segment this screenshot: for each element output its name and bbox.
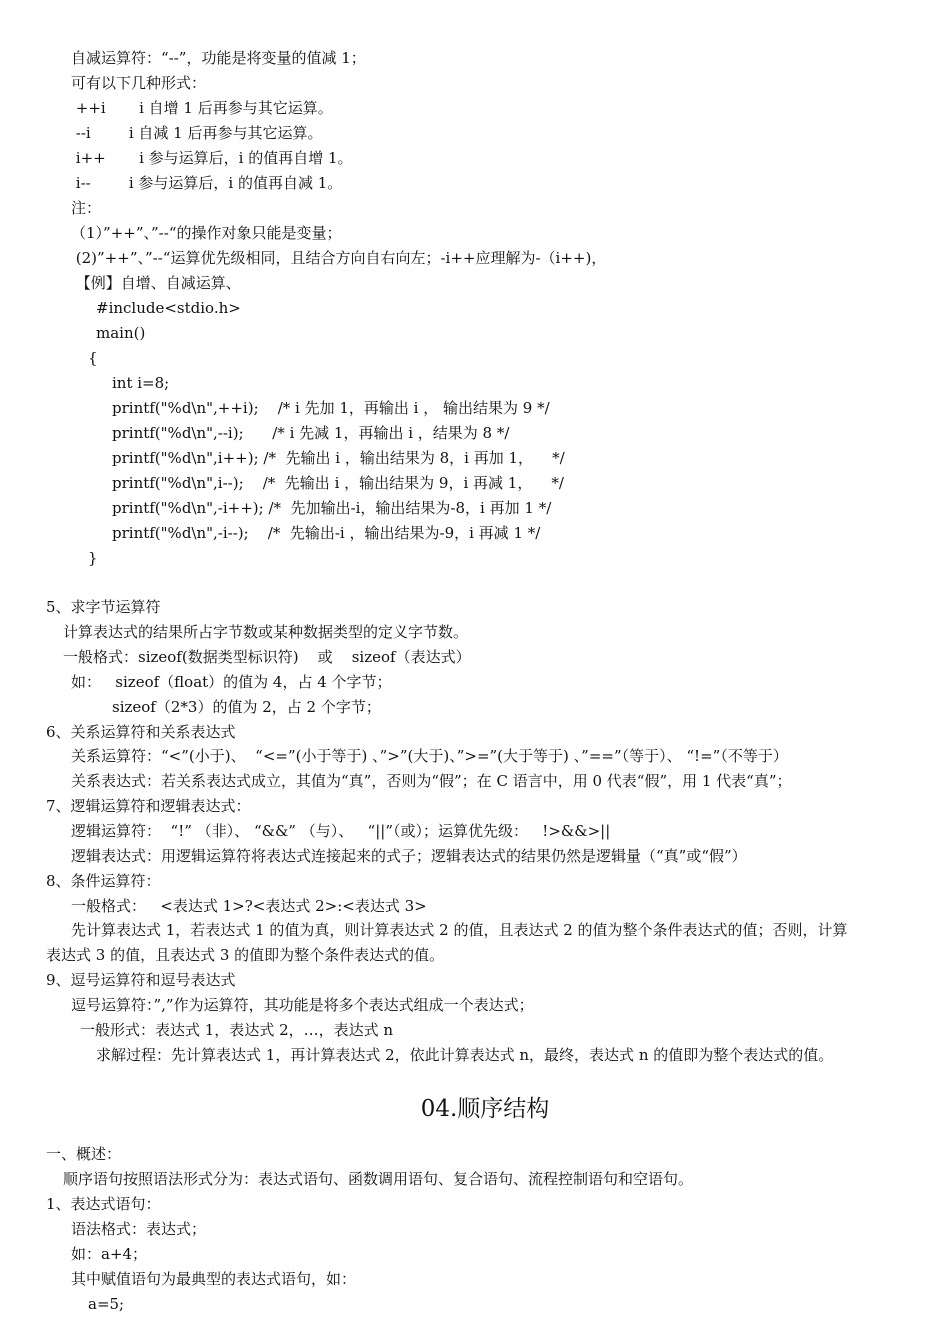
code-line: printf("%d\n",++i); /* i 先加 1，再输出 i ， 输出结果为 9 */ bbox=[112, 399, 550, 417]
section-heading: 8、条件运算符： bbox=[46, 872, 161, 890]
section-heading: 9、逗号运算符和逗号表达式 bbox=[46, 971, 236, 989]
text-line: （1）”++”、”--“的操作对象只能是变量； bbox=[71, 224, 342, 242]
code-line: int i=8; bbox=[112, 374, 170, 392]
code-line: printf("%d\n",i--); /* 先输出 i ，输出结果为 9，i 再减 1， */ bbox=[112, 474, 564, 492]
text-line: 一般格式： <表达式 1>?<表达式 2>:<表达式 3> bbox=[71, 897, 427, 915]
text-line: (2)”++”、”--“运算优先级相同，且结合方向自右向左；-i++应理解为-（i++)， bbox=[71, 249, 607, 267]
text-line: 关系运算符：“<”(小于)、 “<=”(小于等于) 、”>”(大于)、”>=”(大于等于) 、”==”（等于）、 “!=”（不等于） bbox=[71, 747, 788, 765]
text-line: sizeof（2*3）的值为 2，占 2 个字节； bbox=[112, 698, 381, 716]
text-line: 表达式 3 的值，且表达式 3 的值即为整个条件表达式的值。 bbox=[46, 946, 445, 964]
section-heading: 5、求字节运算符 bbox=[46, 598, 161, 616]
code-line: printf("%d\n",i++); /* 先输出 i ，输出结果为 8，i 再加 1， */ bbox=[112, 449, 565, 467]
text-line: 顺序语句按照语法形式分为：表达式语句、函数调用语句、复合语句、流程控制语句和空语句。 bbox=[63, 1170, 694, 1188]
code-line: } bbox=[88, 549, 98, 567]
text-line: 计算表达式的结果所占字节数或某种数据类型的定义字节数。 bbox=[63, 623, 469, 641]
text-line: 逗号运算符：”,”作为运算符，其功能是将多个表达式组成一个表达式； bbox=[71, 996, 534, 1014]
text-line: 一般格式：sizeof(数据类型标识符) 或 sizeof（表达式） bbox=[63, 648, 471, 666]
text-line: 注： bbox=[71, 199, 102, 217]
text-line: 一般形式：表达式 1，表达式 2，…，表达式 n bbox=[80, 1021, 394, 1039]
text-line: --i i 自减 1 后再参与其它运算。 bbox=[71, 124, 323, 142]
text-line: i++ i 参与运算后，i 的值再自增 1。 bbox=[71, 149, 353, 167]
text-line: 关系表达式：若关系表达式成立，其值为“真”，否则为“假”；在 C 语言中，用 0 代表“假”，用 1 代表“真”； bbox=[71, 772, 792, 790]
text-line: 其中赋值语句为最典型的表达式语句，如： bbox=[71, 1270, 357, 1288]
code-line: { bbox=[88, 349, 98, 367]
section-heading: 1、表达式语句： bbox=[46, 1195, 161, 1213]
code-line: printf("%d\n",-i--); /* 先输出-i ，输出结果为-9，i 再减 1 */ bbox=[112, 524, 541, 542]
text-line: 可有以下几种形式： bbox=[71, 74, 207, 92]
section-heading: 一、概述： bbox=[46, 1145, 122, 1163]
text-line: ++i i 自增 1 后再参与其它运算。 bbox=[71, 99, 333, 117]
section-heading: 7、逻辑运算符和逻辑表达式： bbox=[46, 797, 251, 815]
code-line: main() bbox=[96, 324, 146, 342]
chapter-title: 04.顺序结构 bbox=[420, 1096, 550, 1122]
text-line: 逻辑运算符： “!” （非）、 “&&” （与）、 “||”（或）；运算优先级： !>&&>|| bbox=[71, 822, 611, 840]
code-line: printf("%d\n",-i++); /* 先加输出-i，输出结果为-8，i 再加 1 */ bbox=[112, 499, 552, 517]
code-line: a=5; bbox=[88, 1295, 125, 1313]
text-line: 自减运算符：“--”，功能是将变量的值减 1； bbox=[71, 49, 366, 67]
text-line: 语法格式：表达式； bbox=[71, 1220, 207, 1238]
text-line: 如： sizeof（float）的值为 4，占 4 个字节； bbox=[71, 673, 392, 691]
text-line: 逻辑表达式：用逻辑运算符将表达式连接起来的式子；逻辑表达式的结果仍然是逻辑量（“真”或“假”） bbox=[71, 847, 747, 865]
text-line: i-- i 参与运算后，i 的值再自减 1。 bbox=[71, 174, 343, 192]
code-line: #include<stdio.h> bbox=[96, 299, 241, 317]
text-line: 【例】自增、自减运算、 bbox=[71, 274, 241, 292]
text-line: 如：a+4； bbox=[71, 1245, 148, 1263]
text-line: 求解过程：先计算表达式 1，再计算表达式 2，依此计算表达式 n，最终，表达式 n 的值即为整个表达式的值。 bbox=[96, 1046, 834, 1064]
text-line: 先计算表达式 1，若表达式 1 的值为真，则计算表达式 2 的值，且表达式 2 的值为整个条件表达式的值；否则，计算 bbox=[71, 921, 848, 939]
code-line: printf("%d\n",--i); /* i 先减 1，再输出 i ，结果为 8 */ bbox=[112, 424, 510, 442]
section-heading: 6、关系运算符和关系表达式 bbox=[46, 723, 236, 741]
